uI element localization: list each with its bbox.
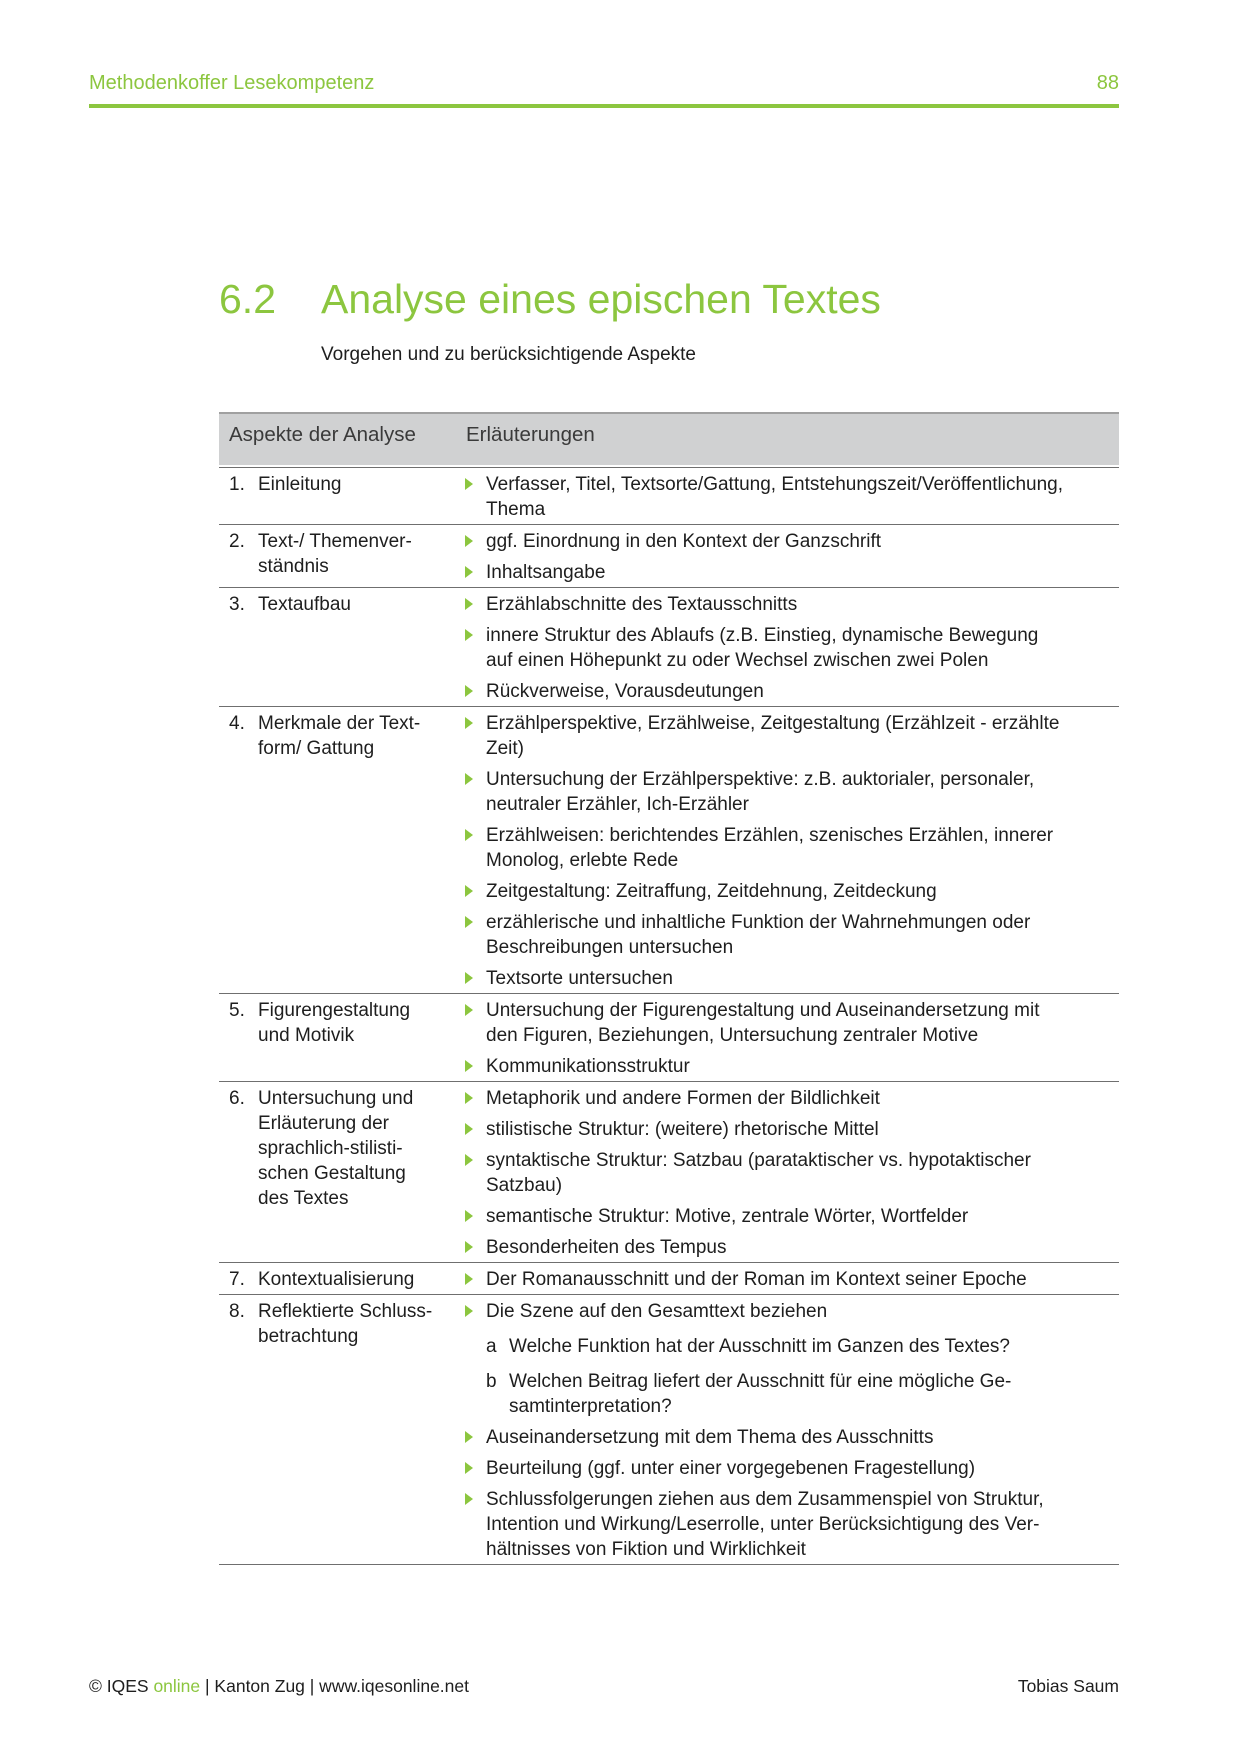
bullet-item [456, 910, 1119, 960]
bullet-item [456, 711, 1119, 761]
aspect-cell [219, 1299, 456, 1562]
bullet-text: ggf. Einordnung in den Kontext der Ganzschrift [486, 531, 882, 552]
header-rule [89, 104, 1119, 108]
aspect-number: 2. [229, 531, 245, 552]
aspect-cell [219, 1086, 456, 1260]
bullet-text: Untersuchung der Erzählperspektive: z.B. auktorialer, personaler, neutraler Erzähler, Ich-Erzähler [486, 769, 1035, 815]
bullet-item [456, 1456, 1119, 1481]
aspect-cell [219, 592, 456, 704]
bullet-item [456, 472, 1119, 522]
bullet-text: Rückverweise, Vorausdeutungen [486, 681, 764, 702]
aspect-label: Kontextualisierung [258, 1269, 415, 1290]
bullet-item [456, 1487, 1119, 1562]
bullet-text: syntaktische Struktur: Satzbau (parataktischer vs. hypotaktischer Satzbau) [486, 1150, 1031, 1196]
bullet-item [456, 879, 1119, 904]
bullet-text: Inhaltsangabe [486, 562, 606, 583]
running-header [89, 71, 1119, 95]
triangle-bullet-icon [465, 592, 474, 617]
aspect-number: 5. [229, 1000, 245, 1021]
bullet-text: Erzählabschnitte des Textausschnitts [486, 594, 798, 615]
aspect-number: 8. [229, 1301, 245, 1322]
bullet-text: Der Romanausschnitt und der Roman im Kontext seiner Epoche [486, 1269, 1027, 1290]
table-body [219, 467, 1119, 1565]
section-number: 6.2 [219, 276, 276, 322]
triangle-bullet-icon [465, 679, 474, 704]
aspect-label: Einleitung [258, 474, 342, 495]
table-row [219, 707, 1119, 994]
bullet-item [456, 1117, 1119, 1142]
aspect-label: Untersuchung und Erläuterung der sprachlich-stilisti- schen Gestaltung des Textes [258, 1088, 414, 1209]
explanation-cell [456, 529, 1119, 585]
bullet-item [456, 560, 1119, 585]
bullet-text: Beurteilung (ggf. unter einer vorgegebenen Fragestellung) [486, 1458, 976, 1479]
bullet-text: Verfasser, Titel, Textsorte/Gattung, Entstehungszeit/Veröffentlichung, Thema [486, 474, 1064, 520]
triangle-bullet-icon [465, 1267, 474, 1292]
sub-text: Welche Funktion hat der Ausschnitt im Ganzen des Textes? [509, 1336, 1010, 1357]
table-row [219, 994, 1119, 1082]
triangle-bullet-icon [465, 1487, 474, 1562]
aspect-label: Figurengestaltung und Motivik [258, 1000, 411, 1046]
bullet-item [456, 823, 1119, 873]
bullet-text: Erzählperspektive, Erzählweise, Zeitgestaltung (Erzählzeit - erzählte Zeit) [486, 713, 1060, 759]
section-subtitle: Vorgehen und zu berücksichtigende Aspekte [321, 344, 696, 365]
triangle-bullet-icon [465, 767, 474, 817]
triangle-bullet-icon [465, 1204, 474, 1229]
triangle-bullet-icon [465, 966, 474, 991]
explanation-cell [456, 1086, 1119, 1260]
bullet-item [456, 1054, 1119, 1079]
footer-copyright: © IQES [89, 1676, 154, 1696]
triangle-bullet-icon [465, 560, 474, 585]
triangle-bullet-icon [465, 1456, 474, 1481]
bullet-item [456, 529, 1119, 554]
table-row [219, 525, 1119, 588]
bullet-text: Textsorte untersuchen [486, 968, 673, 989]
bullet-text: Besonderheiten des Tempus [486, 1237, 727, 1258]
sub-letter: b [486, 1371, 497, 1392]
footer-site: | Kanton Zug | www.iqesonline.net [200, 1676, 469, 1696]
footer [89, 1675, 1119, 1697]
triangle-bullet-icon [465, 472, 474, 522]
aspect-number: 7. [229, 1269, 245, 1290]
explanation-cell [456, 998, 1119, 1079]
running-title: Methodenkoffer Lesekompetenz [89, 72, 375, 94]
triangle-bullet-icon [465, 1235, 474, 1260]
analysis-table [219, 412, 1119, 1565]
aspect-number: 6. [229, 1088, 245, 1109]
bullet-item [456, 767, 1119, 817]
triangle-bullet-icon [465, 1148, 474, 1198]
bullet-text: Zeitgestaltung: Zeitraffung, Zeitdehnung, Zeitdeckung [486, 881, 937, 902]
sub-question [456, 1369, 1119, 1419]
bullet-item [456, 1299, 1119, 1324]
bullet-item [456, 592, 1119, 617]
triangle-bullet-icon [465, 529, 474, 554]
bullet-item [456, 1425, 1119, 1450]
bullet-text: Untersuchung der Figurengestaltung und Auseinandersetzung mit den Figuren, Beziehungen, Untersuchung zentraler Motive [486, 1000, 1040, 1046]
aspect-label: Textaufbau [258, 594, 351, 615]
bullet-text: Erzählweisen: berichtendes Erzählen, szenisches Erzählen, innerer Monolog, erlebte Rede [486, 825, 1054, 871]
bullet-text: Die Szene auf den Gesamttext beziehen [486, 1301, 828, 1322]
triangle-bullet-icon [465, 1054, 474, 1079]
section-title: Analyse eines epischen Textes [321, 276, 881, 322]
page-number: 88 [1096, 72, 1119, 94]
triangle-bullet-icon [465, 998, 474, 1048]
footer-online: online [153, 1676, 201, 1696]
bullet-item [456, 1267, 1119, 1292]
bullet-text: erzählerische und inhaltliche Funktion der Wahrnehmungen oder Beschreibungen untersuchen [486, 912, 1031, 958]
aspect-cell [219, 711, 456, 991]
bullet-text: Schlussfolgerungen ziehen aus dem Zusammenspiel von Struktur, Intention und Wirkung/Leserrolle, unter Berücksichtigung des Ver- hältnisses von Fiktion und Wirklichkeit [486, 1489, 1044, 1560]
bullet-item [456, 623, 1119, 673]
sub-text: Welchen Beitrag liefert der Ausschnitt für eine mögliche Ge- samtinterpretation? [509, 1371, 1012, 1417]
bullet-item [456, 1086, 1119, 1111]
column-header-aspects: Aspekte der Analyse [229, 423, 416, 446]
triangle-bullet-icon [465, 1117, 474, 1142]
bullet-item [456, 1148, 1119, 1198]
table-row [219, 1263, 1119, 1295]
table-row [219, 467, 1119, 525]
explanation-cell [456, 592, 1119, 704]
table-header [219, 412, 1119, 465]
triangle-bullet-icon [465, 1425, 474, 1450]
triangle-bullet-icon [465, 879, 474, 904]
triangle-bullet-icon [465, 623, 474, 673]
aspect-cell [219, 1267, 456, 1292]
bullet-text: Auseinandersetzung mit dem Thema des Ausschnitts [486, 1427, 934, 1448]
bullet-item [456, 679, 1119, 704]
bullet-text: stilistische Struktur: (weitere) rhetorische Mittel [486, 1119, 879, 1140]
triangle-bullet-icon [465, 823, 474, 873]
explanation-cell [456, 472, 1119, 522]
explanation-cell [456, 711, 1119, 991]
triangle-bullet-icon [465, 711, 474, 761]
sub-letter: a [486, 1336, 497, 1357]
bullet-item [456, 1235, 1119, 1260]
bullet-text: Metaphorik und andere Formen der Bildlichkeit [486, 1088, 880, 1109]
aspect-number: 4. [229, 713, 245, 734]
aspect-label: Text-/ Themenver- ständnis [258, 531, 412, 577]
aspect-cell [219, 998, 456, 1079]
aspect-number: 3. [229, 594, 245, 615]
footer-author: Tobias Saum [1017, 1676, 1119, 1696]
bullet-item [456, 966, 1119, 991]
aspect-label: Reflektierte Schluss- betrachtung [258, 1301, 433, 1347]
bullet-item [456, 1204, 1119, 1229]
triangle-bullet-icon [465, 910, 474, 960]
triangle-bullet-icon [465, 1299, 474, 1324]
sub-question [456, 1334, 1119, 1359]
explanation-cell [456, 1299, 1119, 1562]
aspect-number: 1. [229, 474, 245, 495]
table-row [219, 588, 1119, 707]
table-row [219, 1295, 1119, 1565]
bullet-text: semantische Struktur: Motive, zentrale Wörter, Wortfelder [486, 1206, 969, 1227]
explanation-cell [456, 1267, 1119, 1292]
triangle-bullet-icon [465, 1086, 474, 1111]
table-row [219, 1082, 1119, 1263]
aspect-cell [219, 472, 456, 522]
bullet-text: innere Struktur des Ablaufs (z.B. Einstieg, dynamische Bewegung auf einen Höhepunkt zu oder Wechsel zwischen zwei Polen [486, 625, 1039, 671]
bullet-item [456, 998, 1119, 1048]
bullet-text: Kommunikationsstruktur [486, 1056, 690, 1077]
aspect-label: Merkmale der Text- form/ Gattung [258, 713, 421, 759]
column-header-explanations: Erläuterungen [466, 423, 595, 446]
aspect-cell [219, 529, 456, 585]
